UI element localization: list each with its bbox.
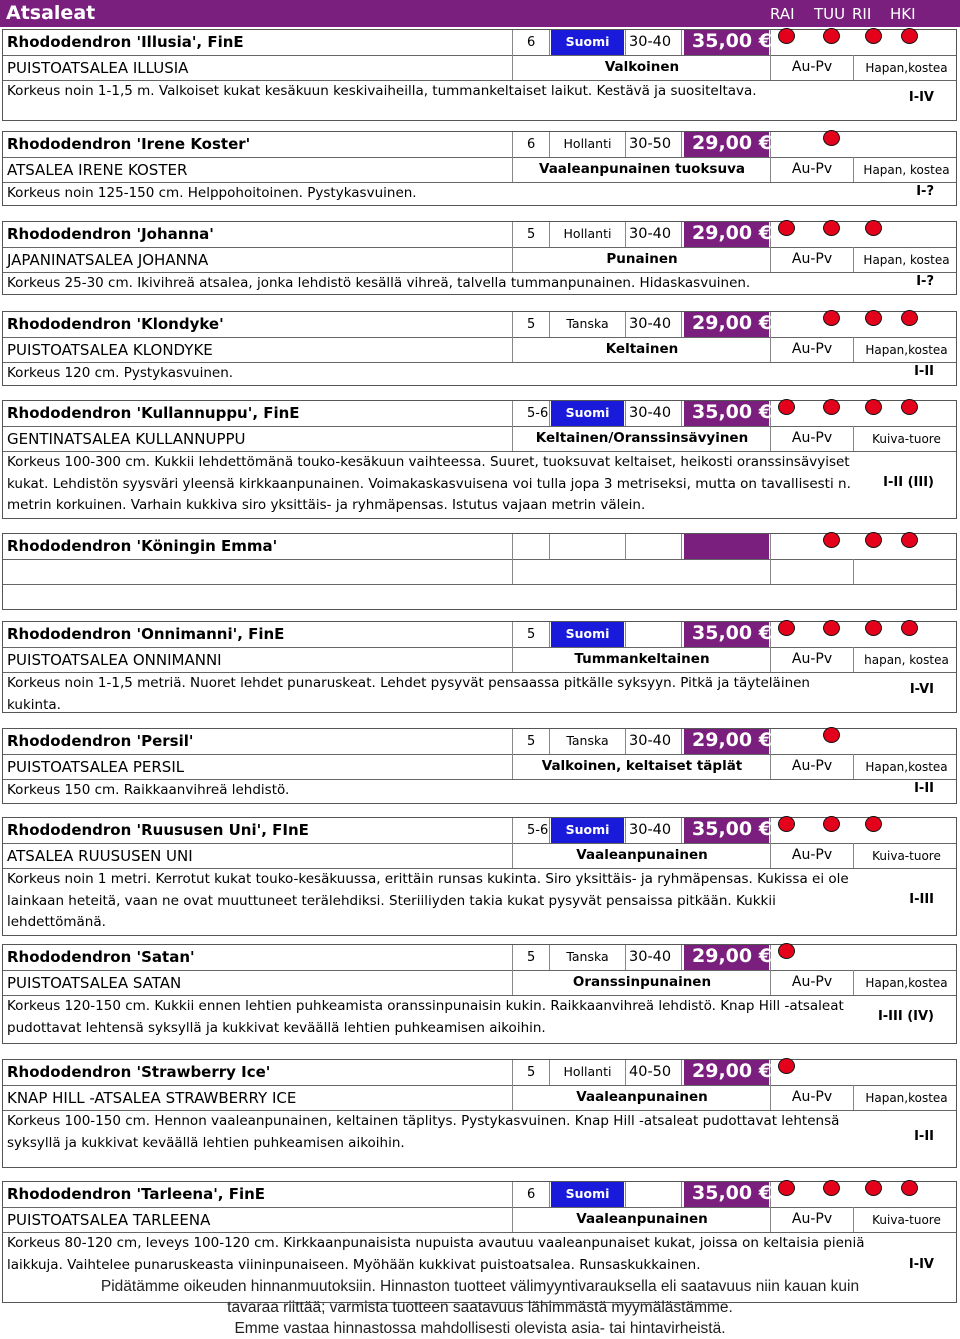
soil-type: Hapan, kostea [863, 253, 950, 267]
column-rii: RII [852, 5, 872, 23]
price-tag: 29,00 € [684, 312, 769, 337]
product-description-row [3, 182, 956, 205]
cell-divider [853, 1207, 854, 1232]
soil-type: Hapan,kostea [865, 760, 948, 774]
cell-divider [853, 559, 854, 584]
soil-type: Hapan,kostea [865, 976, 948, 990]
cell-divider [512, 1207, 513, 1232]
height-class: 5 [527, 734, 536, 749]
availability-dot-rii [865, 310, 882, 326]
description: Korkeus 120-150 cm. Kukkii ennen lehtien puhkeamista oranssinpunaisin kukin. Raikkaanvihreä lehdistö. Knap Hill -atsaleat pudottavat lehtensä syksyllä ja kukkivat keväällä lehtien puhkeamisen aikoihin. [7, 998, 844, 1036]
description: Korkeus 25-30 cm. Ikivihreä atsalea, jonka lehdistö kesällä vihreä, talvella tummanpunainen. Hidaskasvuinen. [7, 275, 751, 291]
bloom-time: Au-Pv [791, 758, 833, 774]
flower-color: Vaaleanpunainen [576, 1089, 708, 1105]
product-name: Rhododendron 'Klondyke' [7, 315, 224, 333]
soil-type: Hapan,kostea [865, 1091, 948, 1105]
origin-country: Tanska [566, 949, 609, 964]
product-name-row [3, 132, 956, 157]
pot-size: 30-40 [629, 316, 672, 332]
soil-type: Kuiva-tuore [872, 1213, 941, 1227]
product-entry [2, 728, 957, 804]
description: Korkeus 120 cm. Pystykasvuinen. [7, 365, 234, 381]
product-name: Rhododendron 'Kullannuppu', FinE [7, 404, 300, 422]
cell-divider [770, 559, 771, 584]
cell-divider [625, 312, 626, 337]
cell-divider [625, 222, 626, 247]
cell-divider [681, 1060, 682, 1085]
cell-divider [681, 729, 682, 754]
height-class: 6 [527, 1187, 536, 1202]
finnish-name: JAPANINATSALEA JOHANNA [7, 251, 209, 269]
cell-divider [853, 647, 854, 672]
flower-color: Valkoinen, keltaiset täplät [541, 758, 743, 774]
availability-dot-tuu [823, 399, 840, 415]
product-name-row [3, 30, 956, 55]
cell-divider [853, 843, 854, 868]
cell-divider [512, 426, 513, 451]
flower-color: Vaaleanpunainen tuoksuva [538, 161, 745, 177]
cell-divider [681, 818, 682, 843]
cell-divider [549, 534, 550, 559]
product-details-row [3, 1085, 956, 1110]
finnish-name: GENTINATSALEA KULLANNUPPU [7, 430, 246, 448]
cell-divider [512, 401, 513, 426]
cell-divider [512, 222, 513, 247]
soil-type: Hapan,kostea [865, 61, 948, 75]
cell-divider [625, 534, 626, 559]
cell-divider [512, 534, 513, 559]
availability-dot-tuu [823, 220, 840, 236]
flower-color: Keltainen [605, 341, 679, 357]
product-name-row [3, 1182, 956, 1207]
price-tag: 35,00 € [684, 818, 769, 843]
product-details-row [3, 247, 956, 272]
cell-divider [681, 312, 682, 337]
hardiness-zone: I-II [914, 1129, 934, 1144]
hardiness-zone: I-II [914, 781, 934, 796]
disclaimer-line: Pidätämme oikeuden hinnanmuutoksiin. Hinnaston tuotteet välimyyntivarauksella eli saatavuus niin kauan kuin [100, 1278, 860, 1295]
price-tag: 29,00 € [684, 132, 769, 157]
cell-divider [512, 247, 513, 272]
origin-country: Suomi [551, 1182, 624, 1207]
cell-divider [549, 818, 550, 843]
cell-divider [512, 1182, 513, 1207]
availability-dot-rii [865, 220, 882, 236]
product-name-row [3, 1060, 956, 1085]
cell-divider [512, 843, 513, 868]
finnish-name: KNAP HILL -ATSALEA STRAWBERRY ICE [7, 1089, 297, 1107]
flower-color: Vaaleanpunainen [576, 1211, 708, 1227]
product-name: Rhododendron 'Strawberry Ice' [7, 1063, 271, 1081]
bloom-time: Au-Pv [791, 341, 833, 357]
flower-color: Valkoinen [604, 59, 680, 75]
product-details-row [3, 55, 956, 80]
finnish-name: PUISTOATSALEA ILLUSIA [7, 59, 189, 77]
price-tag: 35,00 € [684, 622, 769, 647]
availability-dot-hki [901, 532, 918, 548]
cell-divider [770, 534, 771, 559]
cell-divider [681, 401, 682, 426]
finnish-name: PUISTOATSALEA TARLEENA [7, 1211, 211, 1229]
origin-country: Hollanti [563, 1064, 612, 1079]
product-name: Rhododendron 'Köningin Emma' [7, 537, 278, 555]
availability-dot-tuu [823, 620, 840, 636]
hardiness-zone: I-IV [908, 90, 934, 105]
flower-color: Vaaleanpunainen [576, 847, 708, 863]
availability-dot-rai [778, 816, 795, 832]
availability-dot-tuu [823, 130, 840, 146]
cell-divider [549, 729, 550, 754]
availability-dot-tuu [823, 1180, 840, 1196]
cell-divider [625, 818, 626, 843]
cell-divider [512, 729, 513, 754]
disclaimer-line: Emme vastaa hinnastossa mahdollisesti olevista asia- tai hintavirheistä. [234, 1320, 726, 1337]
product-description-row [3, 80, 956, 120]
finnish-name: ATSALEA IRENE KOSTER [7, 161, 188, 179]
cell-divider [549, 1060, 550, 1085]
pot-size: 30-40 [629, 405, 672, 421]
availability-dot-rai [778, 620, 795, 636]
product-description-row [3, 779, 956, 803]
flower-color: Oranssinpunainen [572, 974, 712, 990]
cell-divider [512, 622, 513, 647]
origin-country: Suomi [551, 818, 624, 843]
availability-dot-rai [778, 28, 795, 44]
product-entry [2, 533, 957, 610]
finnish-name: PUISTOATSALEA SATAN [7, 974, 182, 992]
product-entry [2, 221, 957, 295]
product-entry [2, 621, 957, 713]
cell-divider [549, 132, 550, 157]
product-description-row [3, 584, 956, 609]
availability-dot-rii [865, 1180, 882, 1196]
bloom-time: Au-Pv [791, 651, 833, 667]
product-details-row [3, 1207, 956, 1232]
flower-color: Tummankeltainen [574, 651, 710, 667]
cell-divider [549, 222, 550, 247]
finnish-name: ATSALEA RUUSUSEN UNI [7, 847, 193, 865]
availability-dot-rii [865, 28, 882, 44]
availability-dot-rii [865, 816, 882, 832]
product-description-row [3, 451, 956, 518]
cell-divider [512, 970, 513, 995]
product-name: Rhododendron 'Illusia', FinE [7, 33, 244, 51]
product-name-row [3, 312, 956, 337]
description: Korkeus noin 1-1,5 m. Valkoiset kukat kesäkuun keskivaiheilla, tummankeltaiset laikut. Kestävä ja suositeltava. [7, 83, 757, 99]
cell-divider [512, 818, 513, 843]
cell-divider [853, 970, 854, 995]
height-class: 6 [527, 137, 536, 152]
height-class: 5-6 [527, 406, 549, 421]
cell-divider [512, 337, 513, 362]
product-details-row [3, 843, 956, 868]
cell-divider [512, 945, 513, 970]
pot-size: 40-50 [629, 1064, 672, 1080]
product-entry [2, 29, 957, 121]
pot-size: 30-40 [629, 34, 672, 50]
disclaimer-line: tavaraa riittää; varmista tuotteen saatavuus lähimmästä myymälästämme. [227, 1299, 733, 1316]
hardiness-zone: I-III [909, 892, 934, 907]
product-description-row [3, 1110, 956, 1167]
product-entry [2, 131, 957, 206]
origin-country: Suomi [551, 401, 624, 426]
description: Korkeus noin 1-1,5 metriä. Nuoret lehdet punaruskeat. Lehdet pysyvät pensaassa pitkälle syksyyn. Pitkä ja täyteläinen kukinta. [7, 675, 810, 713]
cell-divider [681, 132, 682, 157]
cell-divider [853, 337, 854, 362]
cell-divider [512, 647, 513, 672]
product-description-row [3, 868, 956, 935]
description: Korkeus 150 cm. Raikkaanvihreä lehdistö. [7, 782, 290, 798]
product-details-row [3, 970, 956, 995]
availability-dot-hki [901, 310, 918, 326]
pot-size: 30-40 [629, 949, 672, 965]
cell-divider [549, 30, 550, 55]
cell-divider [853, 426, 854, 451]
bloom-time: Au-Pv [791, 847, 833, 863]
height-class: 5 [527, 950, 536, 965]
hardiness-zone: I-IV [908, 1257, 934, 1272]
availability-dot-hki [901, 28, 918, 44]
bloom-time: Au-Pv [791, 1211, 833, 1227]
description: Korkeus 80-120 cm, leveys 100-120 cm. Kirkkaanpunaisista nupuista avautuu vaaleanpunaiset kukat, joissa on keltaisia pieniä laikkuja. Vaihtelee punaruskeasta viininpunaiseen. Myöhään kukkivat puistoatsalea. Runsaskukkainen. [7, 1235, 865, 1273]
product-name-row [3, 945, 956, 970]
cell-divider [681, 945, 682, 970]
soil-type: hapan, kostea [864, 653, 949, 667]
origin-country: Tanska [566, 733, 609, 748]
pot-size: 30-40 [629, 733, 672, 749]
product-details-row [3, 157, 956, 182]
cell-divider [512, 312, 513, 337]
product-name-row [3, 401, 956, 426]
pot-size: 30-50 [629, 136, 672, 152]
price-tag: 29,00 € [684, 945, 769, 970]
height-class: 5-6 [527, 823, 549, 838]
price-tag: 29,00 € [684, 222, 769, 247]
product-entry [2, 311, 957, 386]
height-class: 5 [527, 317, 536, 332]
soil-type: Kuiva-tuore [872, 432, 941, 446]
hardiness-zone: I-II [914, 364, 934, 379]
bloom-time: Au-Pv [791, 1089, 833, 1105]
product-details-row [3, 426, 956, 451]
cell-divider [549, 312, 550, 337]
column-rai: RAI [770, 5, 795, 23]
availability-dot-rii [865, 620, 882, 636]
description: Korkeus noin 125-150 cm. Helppohoitoinen. Pystykasvuinen. [7, 185, 417, 201]
product-name: Rhododendron 'Satan' [7, 948, 195, 966]
price-tag: 35,00 € [684, 1182, 769, 1207]
description: Korkeus 100-150 cm. Hennon vaaleanpunainen, keltainen täplitys. Pystykasvuinen. Knap Hill -atsaleat pudottavat lehtensä syksyllä ja kukkivat keväällä lehtien puhkeamisen aikoihin. [7, 1113, 840, 1151]
cell-divider [853, 754, 854, 779]
cell-divider [625, 30, 626, 55]
hardiness-zone: I-? [916, 274, 934, 289]
availability-dot-rai [778, 1180, 795, 1196]
origin-country: Suomi [551, 30, 624, 55]
cell-divider [681, 222, 682, 247]
soil-type: Hapan,kostea [865, 343, 948, 357]
product-details-row [3, 559, 956, 584]
product-name-row [3, 818, 956, 843]
price-list-header [0, 0, 960, 27]
soil-type: Hapan, kostea [863, 163, 950, 177]
cell-divider [853, 157, 854, 182]
cell-divider [681, 622, 682, 647]
cell-divider [625, 132, 626, 157]
hardiness-zone: I-II (III) [883, 475, 934, 490]
product-name: Rhododendron 'Johanna' [7, 225, 214, 243]
hardiness-zone: I-? [916, 184, 934, 199]
pot-size: 30-40 [629, 226, 672, 242]
cell-divider [625, 622, 626, 647]
product-name-row [3, 222, 956, 247]
price-tag: 29,00 € [684, 1060, 769, 1085]
cell-divider [853, 247, 854, 272]
finnish-name: PUISTOATSALEA ONNIMANNI [7, 651, 222, 669]
product-description-row [3, 362, 956, 385]
price-tag [684, 534, 769, 559]
bloom-time: Au-Pv [791, 430, 833, 446]
column-hki: HKI [890, 5, 916, 23]
cell-divider [512, 157, 513, 182]
product-name: Rhododendron 'Tarleena', FinE [7, 1185, 266, 1203]
product-description-row [3, 272, 956, 294]
height-class: 6 [527, 35, 536, 50]
bloom-time: Au-Pv [791, 161, 833, 177]
product-entry [2, 944, 957, 1044]
category-title: Atsaleat [6, 2, 96, 24]
cell-divider [512, 1085, 513, 1110]
product-name-row [3, 729, 956, 754]
bloom-time: Au-Pv [791, 251, 833, 267]
origin-country: Hollanti [563, 136, 612, 151]
availability-dot-rii [865, 399, 882, 415]
cell-divider [549, 1182, 550, 1207]
cell-divider [549, 401, 550, 426]
flower-color: Punainen [606, 251, 678, 267]
bloom-time: Au-Pv [791, 974, 833, 990]
description: Korkeus 100-300 cm. Kukkii lehdettömänä touko-kesäkuun vaihteessa. Suuret, tuoksuvat keltaiset, heikosti oranssinsävyiset kukat. Lehdistön syysväri yleensä kirkkaanpunainen. Voimakaskasvuisena voi tulla jopa 3 metriseksi, mutta on tavallisesti n. metrin korkuinen. Varhain kukkiva siro yksittäis- ja ryhmäpensas. Istutus vajaan metrin välein. [7, 454, 851, 513]
availability-dot-tuu [823, 310, 840, 326]
cell-divider [853, 1085, 854, 1110]
product-details-row [3, 647, 956, 672]
availability-dot-tuu [823, 28, 840, 44]
flower-color: Keltainen/Oranssinsävyinen [535, 430, 749, 446]
height-class: 5 [527, 627, 536, 642]
cell-divider [625, 1060, 626, 1085]
price-tag: 35,00 € [684, 30, 769, 55]
cell-divider [625, 729, 626, 754]
bloom-time: Au-Pv [791, 59, 833, 75]
finnish-name: PUISTOATSALEA KLONDYKE [7, 341, 213, 359]
availability-dot-tuu [823, 532, 840, 548]
cell-divider [853, 55, 854, 80]
height-class: 5 [527, 1065, 536, 1080]
product-entry [2, 1059, 957, 1168]
product-name-row [3, 534, 956, 559]
cell-divider [512, 132, 513, 157]
column-tuu: TUU [814, 5, 846, 23]
disclaimer-footer [0, 1276, 960, 1339]
cell-divider [625, 401, 626, 426]
product-details-row [3, 754, 956, 779]
pot-size: 30-40 [629, 822, 672, 838]
description: Korkeus noin 1 metri. Kerrotut kukat touko-kesäkuussa, erittäin runsas kukinta. Siro yksittäis- ja ryhmäpensas. Kukissa ei ole lainkaan heteitä, vaan ne ovat muuttuneet terälehdiksi. Steriiliyden takia kukat pysyvät pensaissa pitkään. Kukkii lehdettömänä. [7, 871, 849, 930]
cell-divider [512, 55, 513, 80]
product-name: Rhododendron 'Ruususen Uni', FInE [7, 821, 309, 839]
availability-dot-hki [901, 1180, 918, 1196]
origin-country: Suomi [551, 622, 624, 647]
cell-divider [681, 534, 682, 559]
finnish-name: PUISTOATSALEA PERSIL [7, 758, 185, 776]
availability-dot-rai [778, 220, 795, 236]
cell-divider [512, 754, 513, 779]
availability-dot-tuu [823, 816, 840, 832]
price-tag: 35,00 € [684, 401, 769, 426]
cell-divider [512, 559, 513, 584]
cell-divider [512, 30, 513, 55]
product-description-row [3, 995, 956, 1043]
cell-divider [625, 1182, 626, 1207]
availability-dot-hki [901, 620, 918, 636]
product-details-row [3, 337, 956, 362]
product-name: Rhododendron 'Onnimanni', FinE [7, 625, 285, 643]
hardiness-zone: I-VI [909, 682, 934, 697]
product-name: Rhododendron 'Irene Koster' [7, 135, 251, 153]
availability-dot-tuu [823, 727, 840, 743]
cell-divider [549, 945, 550, 970]
hardiness-zone: I-III (IV) [877, 1009, 934, 1024]
availability-dot-rai [778, 943, 795, 959]
soil-type: Kuiva-tuore [872, 849, 941, 863]
height-class: 5 [527, 227, 536, 242]
origin-country: Hollanti [563, 226, 612, 241]
cell-divider [625, 945, 626, 970]
cell-divider [512, 1060, 513, 1085]
availability-dot-rai [778, 1058, 795, 1074]
product-entry [2, 400, 957, 519]
origin-country: Tanska [566, 316, 609, 331]
price-tag: 29,00 € [684, 729, 769, 754]
product-description-row [3, 672, 956, 712]
cell-divider [549, 622, 550, 647]
product-name-row [3, 622, 956, 647]
availability-dot-rai [778, 399, 795, 415]
cell-divider [681, 1182, 682, 1207]
availability-dot-hki [901, 399, 918, 415]
cell-divider [681, 30, 682, 55]
availability-dot-rii [865, 532, 882, 548]
product-name: Rhododendron 'Persil' [7, 732, 194, 750]
product-entry [2, 817, 957, 936]
